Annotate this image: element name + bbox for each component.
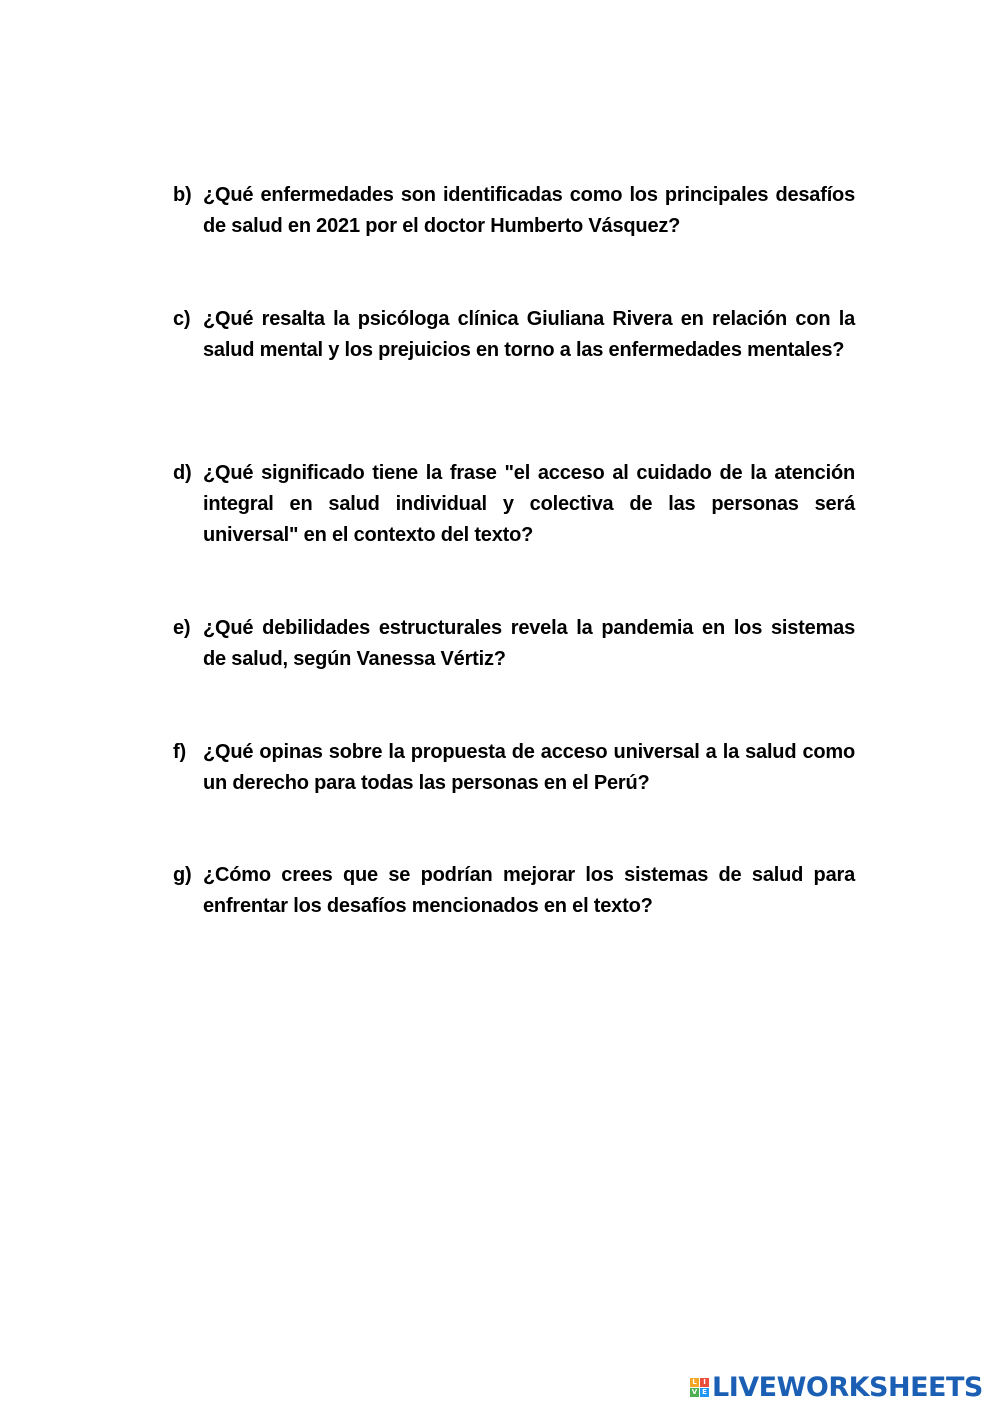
question-text: ¿Qué resalta la psicóloga clínica Giuliana Rivera en relación con la salud mental y los prejuicios en torno a las enfermedades mentales? — [203, 308, 855, 361]
question-g — [173, 860, 855, 922]
question-text: ¿Qué opinas sobre la propuesta de acceso universal a la salud como un derecho para todas las personas en el Perú? — [203, 741, 855, 794]
question-text: ¿Cómo crees que se podrían mejorar los sistemas de salud para enfrentar los desafíos mencionados en el texto? — [203, 864, 855, 917]
question-letter: d) — [173, 462, 192, 484]
question-text: ¿Qué significado tiene la frase "el acceso al cuidado de la atención integral en salud individual y colectiva de las personas será universal" en el contexto del texto? — [203, 462, 855, 546]
question-text: ¿Qué enfermedades son identificadas como los principales desafíos de salud en 2021 por el doctor Humberto Vásquez? — [203, 184, 855, 237]
question-letter: b) — [173, 184, 192, 206]
question-b — [173, 180, 855, 242]
logo-icon-letter: E — [700, 1388, 709, 1397]
logo-icon-letter: V — [691, 1387, 698, 1396]
question-c — [173, 304, 855, 366]
question-text: ¿Qué debilidades estructurales revela la pandemia en los sistemas de salud, según Vanessa Vértiz? — [203, 617, 855, 670]
question-e — [173, 613, 855, 675]
question-letter: g) — [173, 864, 192, 886]
question-f — [173, 737, 855, 799]
question-d — [173, 458, 855, 551]
logo-icon-letter: L — [690, 1378, 699, 1387]
question-letter: c) — [173, 308, 191, 330]
liveworksheets-logo — [690, 1372, 983, 1402]
live-icon — [690, 1378, 709, 1397]
logo-text: LIVEWORKSHEETS — [712, 1371, 983, 1403]
logo-icon-letter: I — [700, 1378, 709, 1387]
question-letter: e) — [173, 617, 191, 639]
question-letter: f) — [173, 741, 186, 763]
